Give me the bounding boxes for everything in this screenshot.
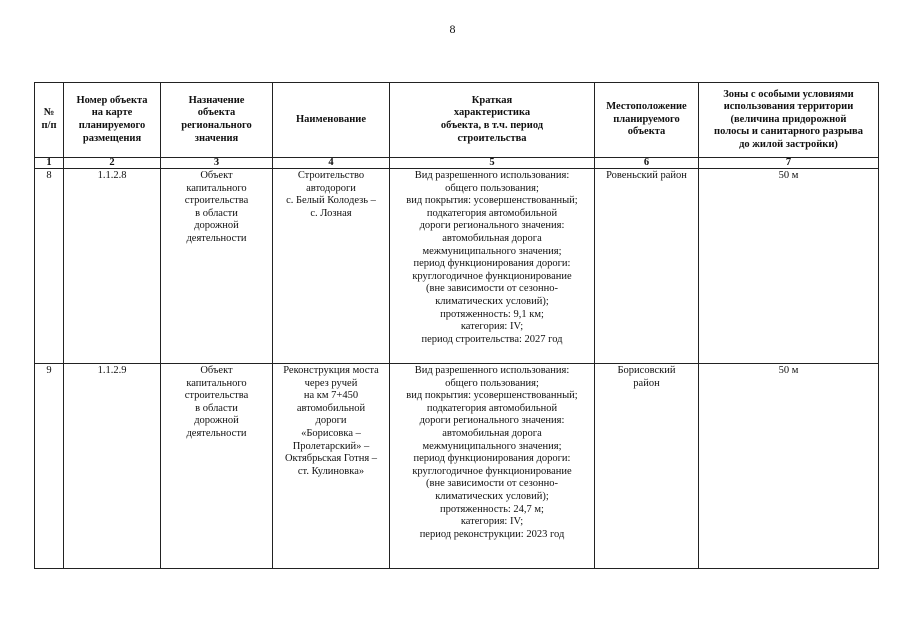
header-line: планируемого	[78, 120, 146, 131]
object-location	[595, 364, 699, 569]
cell-line: в области	[195, 207, 238, 219]
cell-line: вид покрытия: усовершенствованный;	[406, 390, 578, 402]
cell-line: Объект	[200, 170, 233, 181]
header-cell	[35, 83, 64, 158]
objects-table	[34, 82, 879, 569]
cell-line: общего пользования;	[445, 182, 539, 194]
cell-line: «Борисовка –	[301, 427, 361, 439]
cell-line: (вне зависимости от сезонно-	[426, 283, 558, 295]
cell-line: дороги регионального значения:	[419, 220, 565, 232]
cell-line: дороги	[315, 415, 347, 427]
column-number: 6	[595, 158, 699, 169]
header-cell	[161, 83, 273, 158]
cell-line: капитального	[186, 182, 247, 194]
header-line: объекта	[627, 126, 666, 138]
cell-line: подкатегория автомобильной	[426, 402, 558, 414]
cell-line: Борисовский	[617, 365, 676, 376]
cell-line: строительства	[184, 390, 249, 402]
object-number: 1.1.2.9	[64, 364, 161, 569]
row-number: 8	[35, 169, 64, 364]
cell-line: категория: IV;	[460, 321, 524, 333]
header-line: п/п	[41, 120, 57, 131]
cell-line: общего пользования;	[445, 377, 539, 389]
column-number: 2	[64, 158, 161, 169]
header-line: использования территории	[723, 101, 854, 113]
header-line: характеристика	[453, 107, 531, 119]
cell-line: капитального	[186, 377, 247, 389]
header-cell	[390, 83, 595, 158]
object-purpose	[161, 169, 273, 364]
cell-line: деятельности	[186, 427, 247, 439]
object-purpose	[161, 364, 273, 569]
cell-line: с. Лозная	[310, 207, 352, 219]
object-name	[273, 364, 390, 569]
header-line: строительства	[457, 132, 527, 144]
header-row	[35, 83, 879, 158]
header-line: Назначение	[188, 94, 245, 106]
header-cell	[699, 83, 879, 158]
cell-line: Пролетарский» –	[292, 440, 370, 452]
column-number: 5	[390, 158, 595, 169]
column-number: 1	[35, 158, 64, 169]
table-row	[35, 364, 879, 569]
header-line: Зоны с особыми условиями	[723, 88, 854, 100]
header-line: размещения	[82, 132, 142, 144]
cell-line: период функционирования дороги:	[413, 258, 571, 270]
header-line: (величина придорожной	[730, 113, 847, 125]
cell-line: дорожной	[194, 220, 239, 232]
cell-line: Вид разрешенного использования:	[414, 365, 570, 376]
cell-line: (вне зависимости от сезонно-	[426, 478, 558, 490]
header-line: значения	[194, 132, 239, 144]
cell-line: дорожной	[194, 415, 239, 427]
cell-line: деятельности	[186, 232, 247, 244]
header-line: на карте	[91, 107, 133, 119]
header-line: планируемого	[613, 113, 680, 125]
cell-line: межмуниципального значения;	[422, 245, 562, 257]
cell-line: строительства	[184, 195, 249, 207]
cell-line: климатических условий);	[435, 295, 549, 307]
cell-line: автомобильная дорога	[442, 427, 542, 439]
cell-line: Объект	[200, 365, 233, 376]
object-characteristics	[390, 364, 595, 569]
object-location	[595, 169, 699, 364]
header-line: Местоположение	[606, 101, 687, 113]
header-cell	[273, 83, 390, 158]
cell-line: межмуниципального значения;	[422, 440, 562, 452]
header-line: до жилой застройки)	[739, 138, 838, 150]
cell-line: период строительства: 2027 год	[421, 333, 563, 345]
object-number: 1.1.2.8	[64, 169, 161, 364]
page-number: 8	[449, 22, 456, 36]
object-name	[273, 169, 390, 364]
cell-line: Реконструкция моста	[283, 365, 379, 376]
cell-line: с. Белый Колодезь –	[286, 195, 376, 207]
cell-line: период функционирования дороги:	[413, 453, 571, 465]
cell-line: подкатегория автомобильной	[426, 207, 558, 219]
cell-line: автомобильной	[296, 402, 366, 414]
header-line: Краткая	[471, 94, 513, 106]
row-number: 9	[35, 364, 64, 569]
table-row	[35, 169, 879, 364]
cell-line: климатических условий);	[435, 490, 549, 502]
cell-line: в области	[195, 402, 238, 414]
cell-line: автомобильная дорога	[442, 232, 542, 244]
cell-line: категория: IV;	[460, 516, 524, 528]
header-line: объекта	[197, 107, 236, 119]
header-cell	[64, 83, 161, 158]
cell-line: период реконструкции: 2023 год	[419, 528, 565, 540]
cell-line: Октябрьская Готня –	[284, 453, 378, 465]
cell-line: протяженность: 24,7 м;	[440, 503, 544, 515]
cell-line: круглогодичное функционирование	[412, 270, 572, 282]
cell-line: автодороги	[306, 182, 356, 194]
cell-line: Вид разрешенного использования:	[414, 170, 570, 181]
cell-line: дороги регионального значения:	[419, 415, 565, 427]
cell-line: круглогодичное функционирование	[412, 465, 572, 477]
header-line: №	[43, 107, 55, 119]
header-cell	[595, 83, 699, 158]
cell-line: Ровеньский район	[606, 170, 687, 181]
column-number-row	[35, 158, 879, 169]
cell-line: на км 7+450	[303, 390, 359, 402]
header-line: Наименование	[296, 113, 366, 125]
column-number: 3	[161, 158, 273, 169]
special-zones: 50 м	[699, 364, 879, 569]
header-line: объекта, в т.ч. период	[440, 120, 544, 131]
special-zones: 50 м	[699, 169, 879, 364]
header-line: полосы и санитарного разрыва	[714, 126, 863, 138]
cell-line: вид покрытия: усовершенствованный;	[406, 195, 578, 207]
cell-line: протяженность: 9,1 км;	[440, 308, 544, 320]
cell-line: Строительство	[297, 170, 365, 181]
cell-line: через ручей	[304, 377, 358, 389]
cell-line: ст. Кулиновка»	[297, 465, 365, 477]
header-line: регионального	[181, 120, 252, 131]
column-number: 7	[699, 158, 879, 169]
column-number: 4	[273, 158, 390, 169]
object-characteristics	[390, 169, 595, 364]
cell-line: район	[633, 377, 660, 389]
header-line: Номер объекта	[76, 94, 148, 106]
